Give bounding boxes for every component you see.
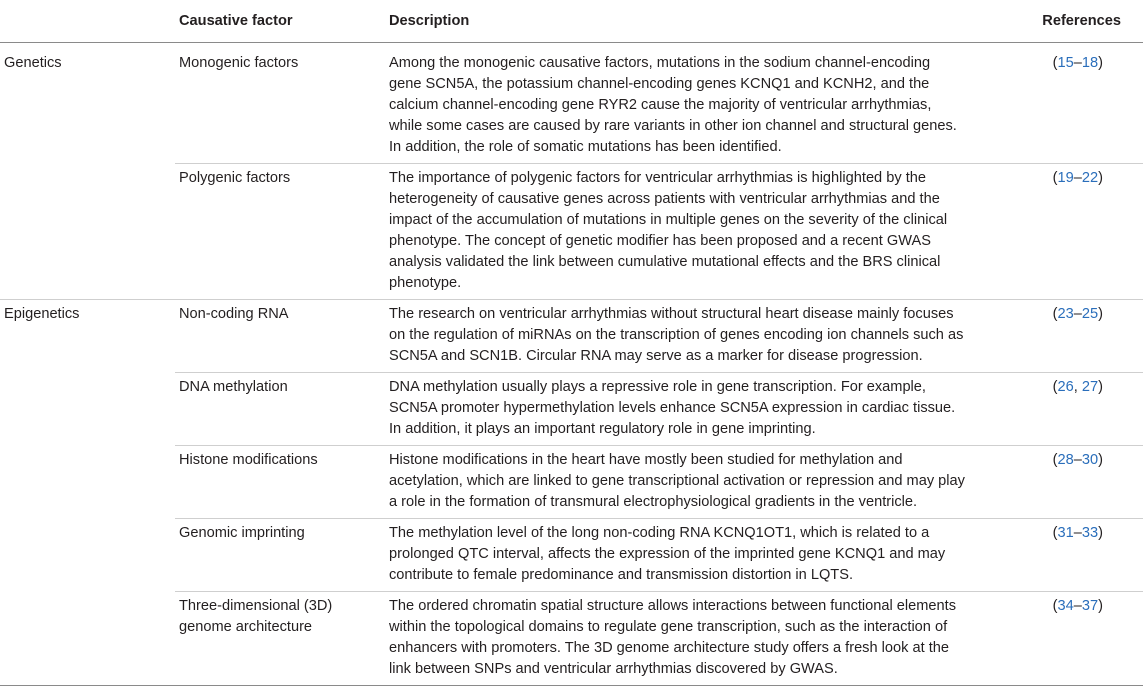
table-header [0, 0, 1143, 43]
table-row [0, 373, 1143, 446]
row-references [973, 519, 1143, 592]
header-references: References [973, 0, 1143, 43]
ref-link-end[interactable]: 18 [1081, 55, 1099, 71]
row-group [0, 519, 175, 592]
ref-close: ) [1098, 379, 1103, 395]
ref-separator: – [1073, 452, 1082, 468]
header-description: Description [385, 0, 973, 43]
ref-separator: – [1073, 55, 1082, 71]
ref-open: ( [1052, 598, 1058, 614]
ref-link-end[interactable]: 27 [1081, 379, 1099, 395]
row-description: Among the monogenic causative factors, mutations in the sodium channel-encoding gene SCN5A, the potassium channel-encoding genes KCNQ1 and KCNH2, and the calcium channel-encoding gene RYR2 cause the majority of ventricular arrhythmias, while some cases are caused by rare variants in other ion channel and structural genes. In addition, the role of somatic mutations has been identified. [385, 43, 973, 164]
table-row [0, 592, 1143, 686]
row-factor: Non-coding RNA [175, 300, 385, 373]
ref-separator: – [1073, 170, 1082, 186]
ref-separator: – [1073, 598, 1082, 614]
ref-link-start[interactable]: 31 [1057, 525, 1074, 541]
ref-link-start[interactable]: 34 [1057, 598, 1074, 614]
row-factor: Monogenic factors [175, 43, 385, 164]
ref-link-start[interactable]: 19 [1057, 170, 1074, 186]
row-factor: Polygenic factors [175, 164, 385, 300]
ref-link-start[interactable]: 15 [1057, 55, 1074, 71]
table-row [0, 164, 1143, 300]
ref-open: ( [1052, 306, 1058, 322]
ref-link-start[interactable]: 23 [1057, 306, 1074, 322]
row-group: Genetics [4, 55, 62, 71]
ref-open: ( [1052, 55, 1058, 71]
row-description: The importance of polygenic factors for ventricular arrhythmias is highlighted by the heterogeneity of causative genes across patients with ventricular arrhythmias and the impact of the accumulation of mutations in multiple genes on the severity of the clinical phenotype. The concept of genetic modifier has been proposed and a recent GWAS analysis validated the link between cumulative mutational effects and the BRS clinical phenotype. [385, 164, 973, 300]
table-row [0, 446, 1143, 519]
row-group [0, 446, 175, 519]
row-group [0, 592, 175, 686]
table-row [0, 43, 1143, 164]
ref-close: ) [1098, 55, 1103, 71]
row-description: Histone modifications in the heart have mostly been studied for methylation and acetylation, which are linked to gene transcriptional activation or repression and may play a role in the formation of transmural electrophysiological gradients in the ventricle. [385, 446, 973, 519]
ref-separator: , [1073, 379, 1082, 395]
row-references [973, 373, 1143, 446]
ref-separator: – [1073, 525, 1082, 541]
header-causative-factor: Causative factor [175, 0, 385, 43]
row-group [0, 373, 175, 446]
row-group: Epigenetics [4, 306, 80, 322]
ref-link-end[interactable]: 30 [1081, 452, 1099, 468]
ref-link-end[interactable]: 22 [1081, 170, 1099, 186]
table-row [0, 300, 1143, 373]
row-references [973, 43, 1143, 164]
ref-separator: – [1073, 306, 1082, 322]
ref-link-end[interactable]: 25 [1081, 306, 1099, 322]
row-references [973, 164, 1143, 300]
ref-link-start[interactable]: 28 [1057, 452, 1074, 468]
ref-link-end[interactable]: 33 [1081, 525, 1099, 541]
ref-open: ( [1052, 525, 1058, 541]
ref-open: ( [1052, 379, 1058, 395]
row-group [0, 164, 175, 300]
ref-close: ) [1098, 170, 1103, 186]
ref-link-start[interactable]: 26 [1057, 379, 1074, 395]
ref-open: ( [1052, 452, 1058, 468]
row-references [973, 592, 1143, 686]
header-row [0, 0, 1143, 43]
ref-close: ) [1098, 598, 1103, 614]
row-references [973, 300, 1143, 373]
row-description: The research on ventricular arrhythmias without structural heart disease mainly focuses on the regulation of miRNAs on the transcription of genes encoding ion channels such as SCN5A and SCN1B. Circular RNA may serve as a marker for disease progression. [385, 300, 973, 373]
row-factor: Genomic imprinting [175, 519, 385, 592]
table-body [0, 43, 1143, 686]
table-row [0, 519, 1143, 592]
ref-close: ) [1098, 452, 1103, 468]
row-description: DNA methylation usually plays a repressive role in gene transcription. For example, SCN5A promoter hypermethylation levels enhance SCN5A expression in cardiac tissue. In addition, it plays an important regulatory role in gene imprinting. [385, 373, 973, 446]
row-description: The methylation level of the long non-coding RNA KCNQ1OT1, which is related to a prolonged QTC interval, affects the expression of the imprinted gene KCNQ1 and may contribute to female predominance and transmission distortion in LQTS. [385, 519, 973, 592]
ref-open: ( [1052, 170, 1058, 186]
row-references [973, 446, 1143, 519]
ref-close: ) [1098, 525, 1103, 541]
ref-close: ) [1098, 306, 1103, 322]
ref-link-end[interactable]: 37 [1081, 598, 1099, 614]
row-factor: Three-dimensional (3D) genome architecture [175, 592, 385, 686]
header-group [0, 0, 175, 43]
row-factor: Histone modifications [175, 446, 385, 519]
row-description: The ordered chromatin spatial structure allows interactions between functional elements within the topological domains to regulate gene transcription, such as the interaction of enhancers with promoters. The 3D genome architecture study offers a fresh look at the link between SNPs and ventricular arrhythmias discovered by GWAS. [385, 592, 973, 686]
row-factor: DNA methylation [175, 373, 385, 446]
